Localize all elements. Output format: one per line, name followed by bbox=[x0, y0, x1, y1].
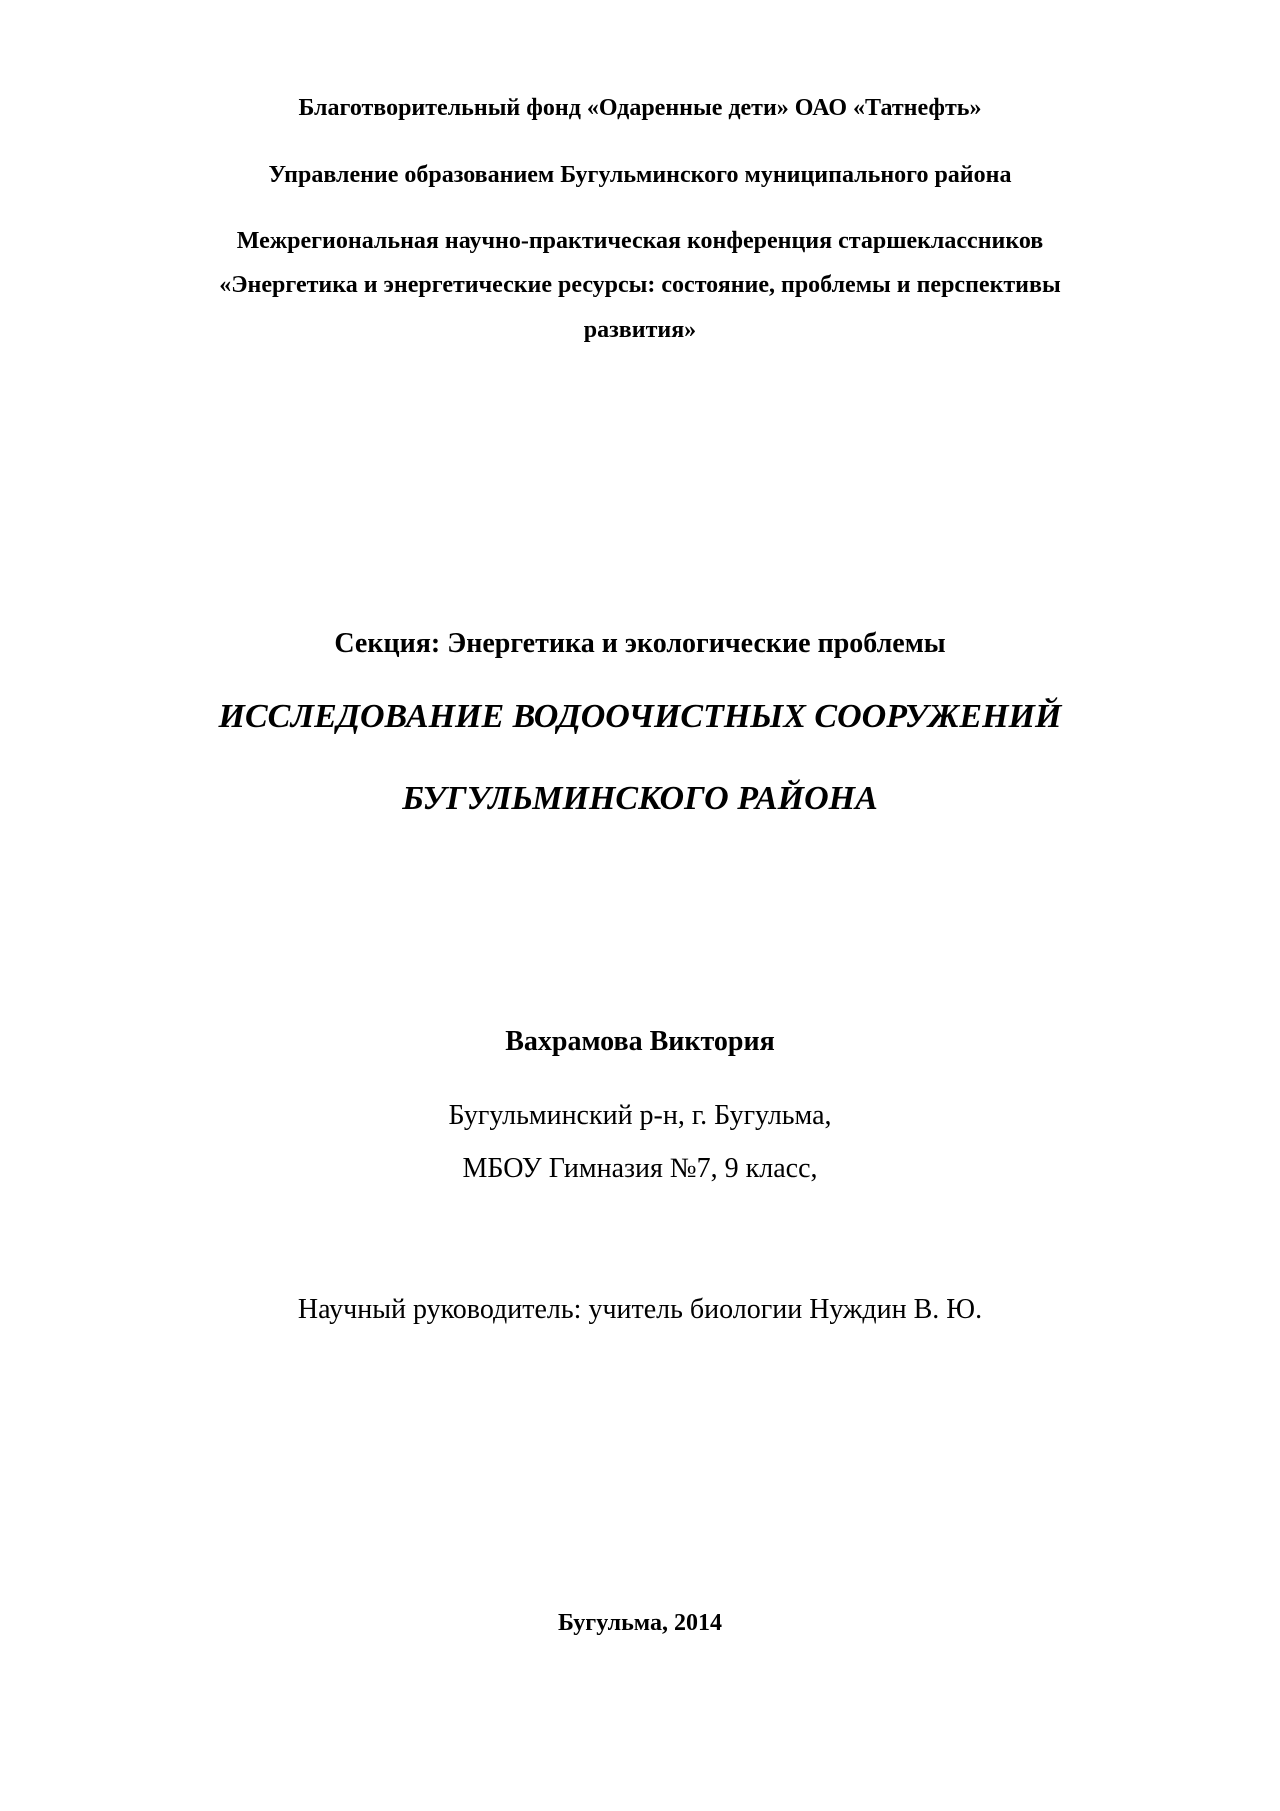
conference-name-line-3: развития» bbox=[583, 317, 697, 343]
supervisor: Научный руководитель: учитель биологии Нуждин В. Ю. bbox=[297, 1294, 983, 1325]
conference-name-line-1: Межрегиональная научно-практическая конференция старшеклассников bbox=[236, 228, 1044, 254]
city-year: Бугульма, 2014 bbox=[558, 1610, 722, 1636]
section-title: Секция: Энергетика и экологические проблемы bbox=[334, 628, 946, 659]
education-department: Управление образованием Бугульминского муниципального района bbox=[268, 162, 1012, 188]
author-school: МБОУ Гимназия №7, 9 класс, bbox=[462, 1153, 818, 1184]
author-location: Бугульминский р-н, г. Бугульма, bbox=[448, 1100, 832, 1131]
author-name: Вахрамова Виктория bbox=[505, 1026, 775, 1057]
foundation-name: Благотворительный фонд «Одаренные дети» ОАО «Татнефть» bbox=[298, 95, 982, 121]
conference-name-line-2: «Энергетика и энергетические ресурсы: состояние, проблемы и перспективы bbox=[219, 272, 1061, 298]
document-title-line-2: БУГУЛЬМИНСКОГО РАЙОНА bbox=[402, 780, 878, 817]
document-title-line-1: ИССЛЕДОВАНИЕ ВОДООЧИСТНЫХ СООРУЖЕНИЙ bbox=[218, 698, 1062, 735]
